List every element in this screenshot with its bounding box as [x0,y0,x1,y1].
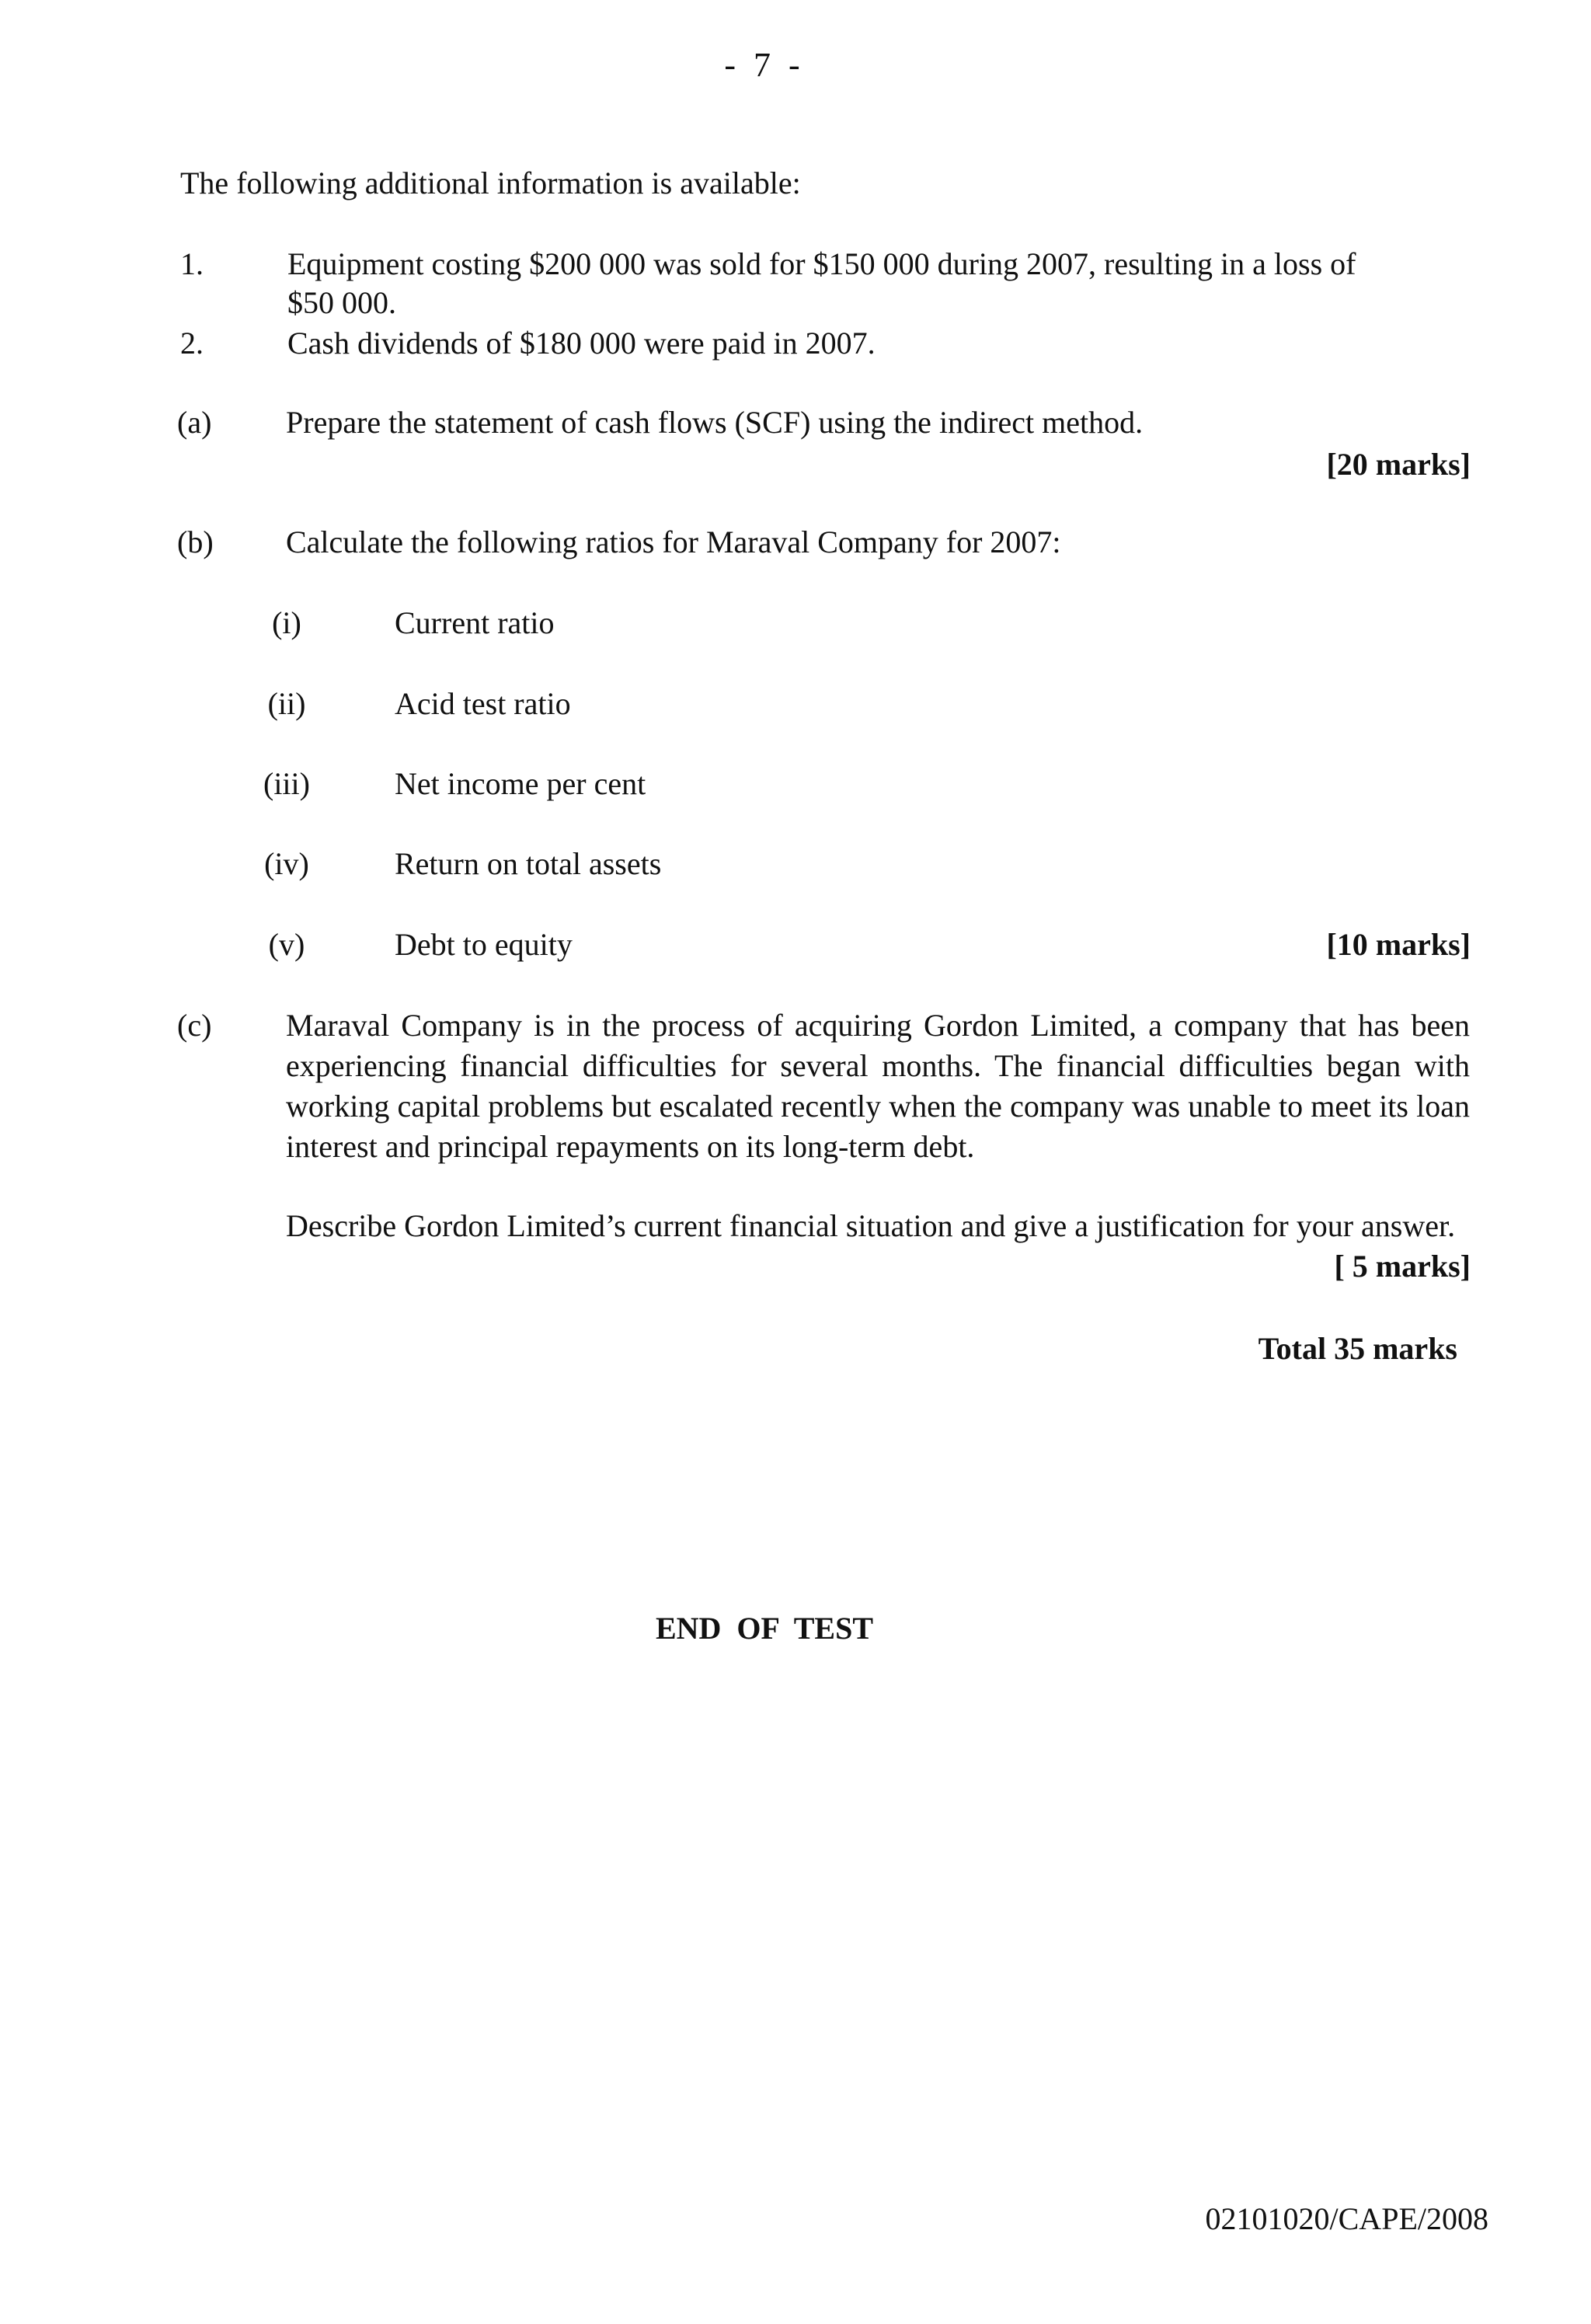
part-c-question: Describe Gordon Limited’s current financial situation and give a justification for your answer. [286,1208,1456,1243]
ratio-item-text: Net income per cent [395,766,646,801]
paper-code: 02101020/CAPE/2008 [1205,2201,1488,2236]
info-item-line: Equipment costing $200 000 was sold for $150 000 during 2007, resulting in a loss of [287,246,1356,281]
ratio-item-label: (iii) [263,766,310,801]
ratio-item [0,684,1591,724]
ratio-item-text: Debt to equity [395,927,573,962]
part-c-label: (c) [177,1008,212,1043]
ratio-item [0,925,1591,965]
ratio-item [0,603,1591,643]
info-item-label: 1. [180,246,204,281]
intro-text: The following additional information is available: [180,166,801,200]
info-item-label: 2. [180,326,204,361]
info-item-line: Cash dividends of $180 000 were paid in 2007. [287,326,876,361]
ratio-item-label: (i) [272,605,301,640]
ratio-item-label: (ii) [267,686,306,721]
part-a-label: (a) [177,405,212,440]
ratio-item-text: Current ratio [395,605,555,640]
part-b-marks: [10 marks] [1326,927,1471,962]
info-item-line: $50 000. [287,285,396,320]
part-c-paragraph: Maraval Company is in the process of acquiring Gordon Limited, a company that has been experiencing financial difficulties for several months. The financial difficulties began with working capital problems but escalated recently when the company was unable to meet its loan interest and principal repayments on its long-term debt. [286,1008,1470,1164]
part-a-marks: [20 marks] [1326,447,1471,482]
page-number: - 7 - [724,46,805,84]
ratio-item [0,764,1591,804]
ratio-item-text: Acid test ratio [395,686,571,721]
part-b-text: Calculate the following ratios for Maraval Company for 2007: [286,524,1061,559]
question-part-c [0,1005,1591,1301]
question-part-b [0,522,1591,988]
end-of-test: END OF TEST [655,1611,874,1646]
ratio-item-label: (iv) [264,846,309,881]
part-c-marks: [ 5 marks] [1334,1249,1471,1284]
question-part-a [0,402,1591,496]
total-marks: Total 35 marks [1258,1331,1457,1366]
ratio-item-label: (v) [268,927,305,962]
ratio-item [0,844,1591,884]
part-b-label: (b) [177,524,214,559]
part-a-text: Prepare the statement of cash flows (SCF) using the indirect method. [286,405,1144,440]
ratio-item-text: Return on total assets [395,846,662,881]
